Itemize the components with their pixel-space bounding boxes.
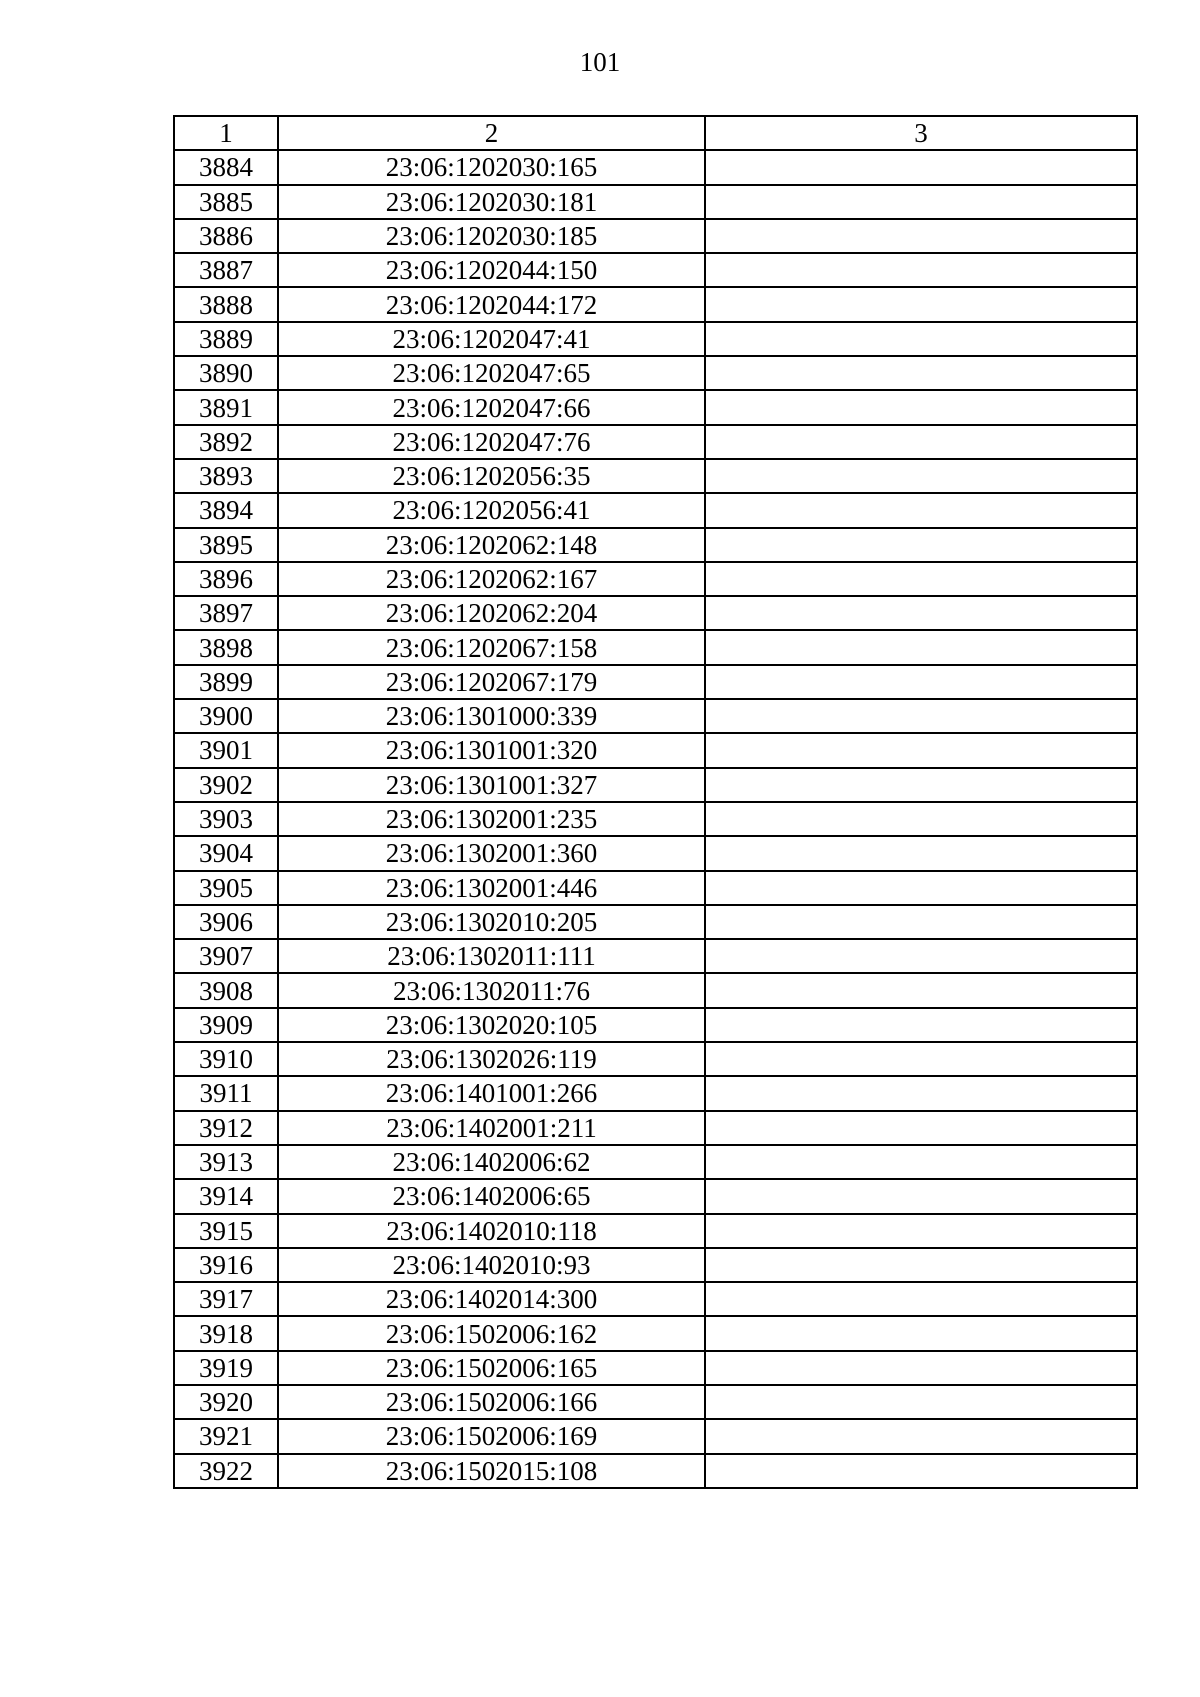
- cadastral-number-cell: 23:06:1502006:169: [278, 1419, 705, 1453]
- cadastral-number-cell: 23:06:1202047:41: [278, 322, 705, 356]
- column-3-cell: [705, 1316, 1137, 1350]
- column-3-cell: [705, 1214, 1137, 1248]
- cadastral-number-cell: 23:06:1302001:235: [278, 802, 705, 836]
- row-number-cell: 3911: [174, 1076, 278, 1110]
- row-number-cell: 3918: [174, 1316, 278, 1350]
- column-3-cell: [705, 1179, 1137, 1213]
- table-row: [174, 1351, 1137, 1385]
- row-number-cell: 3919: [174, 1351, 278, 1385]
- cadastral-number-cell: 23:06:1202062:204: [278, 596, 705, 630]
- row-number-cell: 3886: [174, 219, 278, 253]
- cadastral-number-cell: 23:06:1302011:76: [278, 973, 705, 1007]
- table-row: [174, 528, 1137, 562]
- cadastral-number-cell: 23:06:1302020:105: [278, 1008, 705, 1042]
- column-3-cell: [705, 390, 1137, 424]
- table-row: [174, 1076, 1137, 1110]
- table-row: [174, 1008, 1137, 1042]
- column-3-cell: [705, 425, 1137, 459]
- column-3-cell: [705, 1454, 1137, 1488]
- table-row: [174, 219, 1137, 253]
- column-header-1: 1: [174, 116, 278, 150]
- cadastral-number-cell: 23:06:1301000:339: [278, 699, 705, 733]
- row-number-cell: 3914: [174, 1179, 278, 1213]
- row-number-cell: 3921: [174, 1419, 278, 1453]
- table-row: [174, 287, 1137, 321]
- cadastral-number-cell: 23:06:1202056:41: [278, 493, 705, 527]
- table-header: [174, 116, 1137, 150]
- column-3-cell: [705, 287, 1137, 321]
- cadastral-number-cell: 23:06:1301001:327: [278, 768, 705, 802]
- page-number: 101: [579, 47, 621, 77]
- column-3-cell: [705, 1385, 1137, 1419]
- row-number-cell: 3900: [174, 699, 278, 733]
- table-row: [174, 459, 1137, 493]
- row-number-cell: 3904: [174, 836, 278, 870]
- column-3-cell: [705, 733, 1137, 767]
- row-number-cell: 3906: [174, 905, 278, 939]
- table-row: [174, 1454, 1137, 1488]
- row-number-cell: 3902: [174, 768, 278, 802]
- row-number-cell: 3893: [174, 459, 278, 493]
- table-row: [174, 768, 1137, 802]
- column-3-cell: [705, 1145, 1137, 1179]
- column-3-cell: [705, 356, 1137, 390]
- table-row: [174, 1282, 1137, 1316]
- table-row: [174, 390, 1137, 424]
- column-3-cell: [705, 1419, 1137, 1453]
- cadastral-number-cell: 23:06:1302001:360: [278, 836, 705, 870]
- cadastral-number-cell: 23:06:1402010:93: [278, 1248, 705, 1282]
- cadastral-number-cell: 23:06:1202030:165: [278, 150, 705, 184]
- column-3-cell: [705, 871, 1137, 905]
- row-number-cell: 3917: [174, 1282, 278, 1316]
- table-row: [174, 733, 1137, 767]
- cadastral-number-cell: 23:06:1402006:62: [278, 1145, 705, 1179]
- row-number-cell: 3910: [174, 1042, 278, 1076]
- cadastral-number-cell: 23:06:1202030:185: [278, 219, 705, 253]
- column-3-cell: [705, 665, 1137, 699]
- row-number-cell: 3895: [174, 528, 278, 562]
- table-row: [174, 836, 1137, 870]
- cadastral-number-cell: 23:06:1202047:65: [278, 356, 705, 390]
- column-3-cell: [705, 768, 1137, 802]
- row-number-cell: 3887: [174, 253, 278, 287]
- row-number-cell: 3884: [174, 150, 278, 184]
- table-row: [174, 1385, 1137, 1419]
- table-row: [174, 1042, 1137, 1076]
- column-3-cell: [705, 1042, 1137, 1076]
- row-number-cell: 3909: [174, 1008, 278, 1042]
- column-3-cell: [705, 1111, 1137, 1145]
- row-number-cell: 3890: [174, 356, 278, 390]
- column-3-cell: [705, 973, 1137, 1007]
- table-body: [174, 150, 1137, 1488]
- cadastral-number-cell: 23:06:1202067:179: [278, 665, 705, 699]
- row-number-cell: 3892: [174, 425, 278, 459]
- cadastral-number-cell: 23:06:1202067:158: [278, 630, 705, 664]
- table-row: [174, 630, 1137, 664]
- table-row: [174, 185, 1137, 219]
- table-row: [174, 665, 1137, 699]
- column-3-cell: [705, 459, 1137, 493]
- column-3-cell: [705, 185, 1137, 219]
- cadastral-number-cell: 23:06:1302026:119: [278, 1042, 705, 1076]
- table-row: [174, 1145, 1137, 1179]
- column-3-cell: [705, 150, 1137, 184]
- data-table: [173, 115, 1138, 1489]
- row-number-cell: 3905: [174, 871, 278, 905]
- cadastral-number-cell: 23:06:1502015:108: [278, 1454, 705, 1488]
- table-row: [174, 356, 1137, 390]
- cadastral-number-cell: 23:06:1402006:65: [278, 1179, 705, 1213]
- column-3-cell: [705, 699, 1137, 733]
- cadastral-number-cell: 23:06:1401001:266: [278, 1076, 705, 1110]
- cadastral-number-cell: 23:06:1402001:211: [278, 1111, 705, 1145]
- row-number-cell: 3894: [174, 493, 278, 527]
- cadastral-number-cell: 23:06:1202062:148: [278, 528, 705, 562]
- cadastral-number-cell: 23:06:1502006:162: [278, 1316, 705, 1350]
- column-3-cell: [705, 630, 1137, 664]
- column-3-cell: [705, 596, 1137, 630]
- table-row: [174, 1179, 1137, 1213]
- row-number-cell: 3901: [174, 733, 278, 767]
- row-number-cell: 3899: [174, 665, 278, 699]
- row-number-cell: 3913: [174, 1145, 278, 1179]
- column-3-cell: [705, 905, 1137, 939]
- column-3-cell: [705, 219, 1137, 253]
- column-3-cell: [705, 322, 1137, 356]
- row-number-cell: 3922: [174, 1454, 278, 1488]
- column-3-cell: [705, 939, 1137, 973]
- table-row: [174, 1214, 1137, 1248]
- table-row: [174, 1248, 1137, 1282]
- cadastral-number-cell: 23:06:1302010:205: [278, 905, 705, 939]
- row-number-cell: 3888: [174, 287, 278, 321]
- table-row: [174, 1111, 1137, 1145]
- row-number-cell: 3908: [174, 973, 278, 1007]
- cadastral-number-cell: 23:06:1202030:181: [278, 185, 705, 219]
- column-3-cell: [705, 1248, 1137, 1282]
- row-number-cell: 3889: [174, 322, 278, 356]
- cadastral-number-cell: 23:06:1402014:300: [278, 1282, 705, 1316]
- table-row: [174, 973, 1137, 1007]
- cadastral-number-cell: 23:06:1302011:111: [278, 939, 705, 973]
- row-number-cell: 3915: [174, 1214, 278, 1248]
- table-row: [174, 905, 1137, 939]
- table-row: [174, 699, 1137, 733]
- column-3-cell: [705, 528, 1137, 562]
- column-header-3: 3: [705, 116, 1137, 150]
- row-number-cell: 3896: [174, 562, 278, 596]
- cadastral-number-cell: 23:06:1202056:35: [278, 459, 705, 493]
- cadastral-number-cell: 23:06:1302001:446: [278, 871, 705, 905]
- table-row: [174, 871, 1137, 905]
- table-row: [174, 596, 1137, 630]
- row-number-cell: 3920: [174, 1385, 278, 1419]
- cadastral-number-cell: 23:06:1202047:66: [278, 390, 705, 424]
- row-number-cell: 3916: [174, 1248, 278, 1282]
- cadastral-number-cell: 23:06:1202062:167: [278, 562, 705, 596]
- cadastral-number-cell: 23:06:1502006:166: [278, 1385, 705, 1419]
- column-3-cell: [705, 1076, 1137, 1110]
- column-3-cell: [705, 1351, 1137, 1385]
- header-row: [174, 116, 1137, 150]
- table-row: [174, 253, 1137, 287]
- table-row: [174, 1316, 1137, 1350]
- column-3-cell: [705, 836, 1137, 870]
- cadastral-number-cell: 23:06:1301001:320: [278, 733, 705, 767]
- column-3-cell: [705, 562, 1137, 596]
- column-3-cell: [705, 1008, 1137, 1042]
- table-row: [174, 322, 1137, 356]
- cadastral-number-cell: 23:06:1202044:172: [278, 287, 705, 321]
- table-row: [174, 493, 1137, 527]
- column-3-cell: [705, 253, 1137, 287]
- row-number-cell: 3903: [174, 802, 278, 836]
- row-number-cell: 3898: [174, 630, 278, 664]
- table-row: [174, 1419, 1137, 1453]
- table-row: [174, 802, 1137, 836]
- column-header-2: 2: [278, 116, 705, 150]
- cadastral-number-cell: 23:06:1202044:150: [278, 253, 705, 287]
- table-row: [174, 150, 1137, 184]
- cadastral-number-cell: 23:06:1502006:165: [278, 1351, 705, 1385]
- table-row: [174, 939, 1137, 973]
- cadastral-number-cell: 23:06:1402010:118: [278, 1214, 705, 1248]
- column-3-cell: [705, 493, 1137, 527]
- row-number-cell: 3897: [174, 596, 278, 630]
- table-row: [174, 425, 1137, 459]
- cadastral-number-cell: 23:06:1202047:76: [278, 425, 705, 459]
- column-3-cell: [705, 1282, 1137, 1316]
- row-number-cell: 3907: [174, 939, 278, 973]
- row-number-cell: 3912: [174, 1111, 278, 1145]
- table-row: [174, 562, 1137, 596]
- column-3-cell: [705, 802, 1137, 836]
- row-number-cell: 3885: [174, 185, 278, 219]
- row-number-cell: 3891: [174, 390, 278, 424]
